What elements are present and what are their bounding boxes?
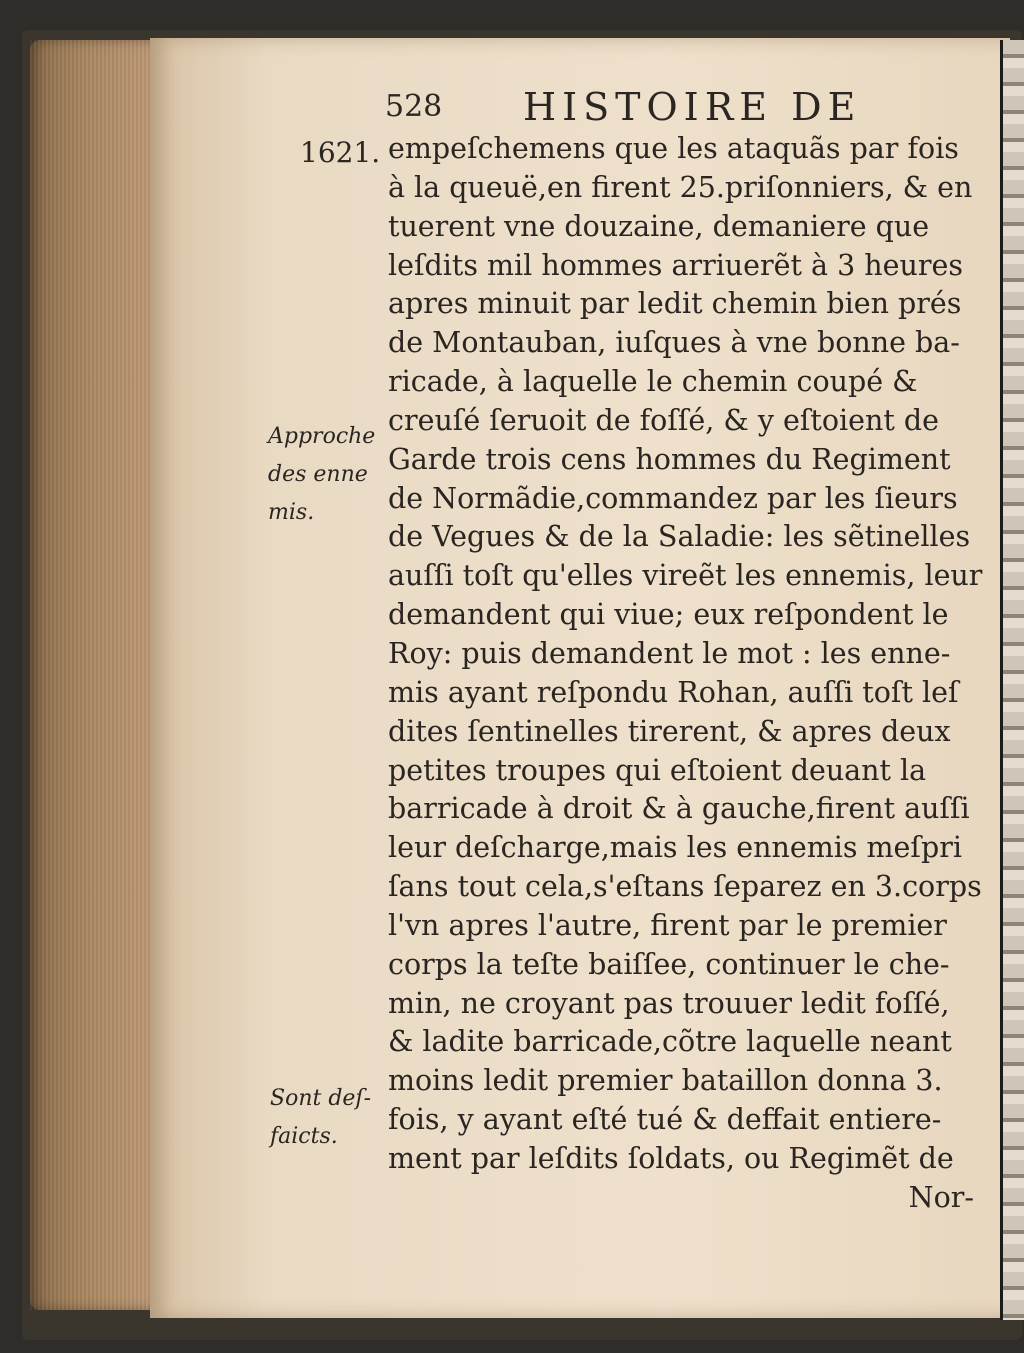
page-header [385, 85, 945, 135]
running-title: HISTOIRE DE [523, 85, 862, 129]
text-line: creuſé ſeruoit de foſſé, & y eſtoient de [388, 403, 939, 437]
text-line: mis ayant reſpondu Rohan, auſſi toſt leſ [388, 675, 959, 709]
next-pages-edge [1000, 40, 1024, 1320]
text-line: corps la teſte baiſſee, continuer le che- [388, 947, 950, 981]
margin-note-approche [268, 418, 375, 532]
text-line: l'vn apres l'autre, firent par le premier [388, 908, 947, 942]
text-line: ment par leſdits ſoldats, ou Regimẽt de [388, 1141, 954, 1175]
text-line: leur deſcharge,mais les ennemis meſpri [388, 831, 962, 865]
text-line: moins ledit premier bataillon donna 3. [388, 1064, 943, 1098]
text-line: de Montauban, iuſques à vne bonne ba- [388, 326, 960, 360]
text-line: barricade à droit & à gauche,firent auſſi [388, 792, 970, 826]
catchword: Nor- [908, 1180, 974, 1214]
text-line: fois, y ayant eſté tué & deffait entiere- [388, 1103, 942, 1137]
margin-note-line: Approche [268, 424, 376, 449]
body-text [388, 130, 998, 1218]
margin-note-line: mis. [268, 500, 315, 525]
margin-note-line: faicts. [270, 1124, 338, 1149]
text-line: de Vegues & de la Saladie: les sẽtinelles [388, 520, 971, 554]
text-line: empeſchemens que les ataquãs par fois [388, 132, 959, 165]
text-line: Roy: puis demandent le mot : les enne- [388, 636, 951, 670]
text-line: ricade, à laquelle le chemin coupé & [388, 365, 918, 399]
year-marginal-date: 1621. [300, 136, 381, 169]
text-line: demandent qui viue; eux reſpondent le [388, 598, 949, 632]
text-line: ſans tout cela,s'eſtans ſeparez en 3.corps [388, 870, 982, 904]
page-number: 528 [385, 89, 443, 124]
text-line: auſſi toſt qu'elles vireẽt les ennemis, leur [388, 559, 983, 593]
text-line: tuerent vne douzaine, demaniere que [388, 209, 930, 243]
text-line: dites ſentinelles tirerent, & apres deux [388, 714, 951, 748]
text-line: leſdits mil hommes arriuerẽt à 3 heures [388, 248, 963, 282]
text-line: à la queuë,en firent 25.priſonniers, & en [388, 170, 973, 204]
margin-note-sont-desfaicts [270, 1080, 371, 1156]
text-line: & ladite barricade,cõtre laquelle neant [388, 1025, 952, 1059]
text-line: apres minuit par ledit chemin bien prés [388, 287, 962, 321]
margin-note-line: Sont deſ- [270, 1086, 371, 1111]
text-line: Garde trois cens hommes du Regiment [388, 442, 951, 476]
margin-note-line: des enne [268, 462, 368, 487]
text-line: petites troupes qui eſtoient deuant la [388, 753, 927, 787]
text-line: de Normãdie,commandez par les ſieurs [388, 481, 958, 515]
text-line: min, ne croyant pas trouuer ledit foſſé, [388, 986, 950, 1020]
